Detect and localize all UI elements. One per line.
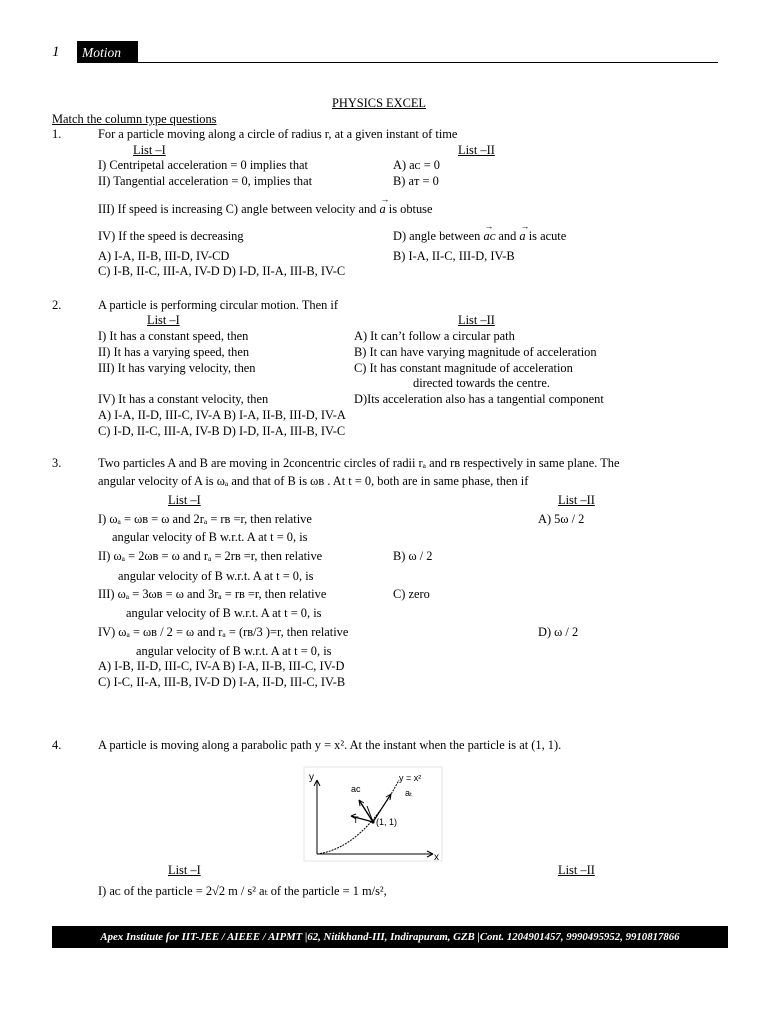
curve-label: y = x² bbox=[399, 773, 422, 783]
point-label: (1, 1) bbox=[376, 817, 398, 827]
question-number: 3. bbox=[52, 456, 62, 470]
list-2-item: A) aᴄ = 0 bbox=[393, 158, 440, 172]
answer-option: C) I-B, II-C, III-A, IV-D D) I-D, II-A, III-B, IV-C bbox=[98, 264, 346, 278]
list-1-item: IV) If the speed is decreasing bbox=[98, 229, 244, 243]
question-stem: For a particle moving along a circle of radius r, at a given instant of time bbox=[98, 127, 458, 141]
row-text: D) angle between bbox=[393, 229, 481, 243]
answer-option: C) I-C, II-A, III-B, IV-D D) I-A, II-D, III-C, IV-B bbox=[98, 675, 346, 689]
list-1-heading: List –I bbox=[133, 143, 166, 157]
list-1-item: II) ωₐ = 2ωʙ = ω and rₐ = 2rʙ =r, then relative bbox=[98, 549, 323, 563]
t-label: T bbox=[353, 815, 359, 825]
list-1-item: I) ωₐ = ωʙ = ω and 2rₐ = rʙ =r, then relative bbox=[98, 512, 312, 526]
list-1-heading: List –I bbox=[168, 863, 201, 877]
list-2-heading: List –II bbox=[458, 313, 495, 327]
x-axis-label: x bbox=[434, 852, 439, 862]
question-stem-continued: angular velocity of A is ωₐ and that of B is ωʙ . At t = 0, both are in same phase, then if bbox=[98, 474, 529, 488]
answer-option: B) I-A, II-C, III-D, IV-B bbox=[393, 249, 515, 263]
answer-option: A) I-A, II-D, III-C, IV-A B) I-A, II-B, III-D, IV-A bbox=[98, 408, 346, 422]
list-2-item: A) It can’t follow a circular path bbox=[354, 329, 515, 343]
list-2-item: B) ω / 2 bbox=[393, 549, 433, 563]
vector-a-symbol: → a bbox=[519, 229, 525, 244]
list-2-item: D) ω / 2 bbox=[538, 625, 579, 639]
list-2-item bbox=[393, 229, 566, 244]
list-1-item: III) ωₐ = 3ωʙ = ω and 3rₐ = rʙ =r, then relative bbox=[98, 587, 327, 601]
list-1-item-continued: angular velocity of B w.r.t. A at t = 0, is bbox=[126, 606, 322, 620]
question-number: 2. bbox=[52, 298, 62, 312]
list-1-item: II) It has a varying speed, then bbox=[98, 345, 250, 359]
row-text: is obtuse bbox=[388, 202, 433, 216]
answer-option: A) I-A, II-B, III-D, IV-CD bbox=[98, 249, 230, 263]
page-number: 1 bbox=[52, 44, 60, 60]
figure-frame bbox=[304, 767, 442, 861]
list-1-item: IV) It has a constant velocity, then bbox=[98, 392, 269, 406]
list-1-item-continued: angular velocity of B w.r.t. A at t = 0, is bbox=[118, 569, 314, 583]
question-stem: A particle is moving along a parabolic path y = x². At the instant when the particle is at (1, 1). bbox=[98, 738, 562, 752]
row-text: is acute bbox=[528, 229, 567, 243]
list-2-item: D)Its acceleration also has a tangential component bbox=[354, 392, 604, 406]
list-2-heading: List –II bbox=[458, 143, 495, 157]
question-number: 4. bbox=[52, 738, 62, 752]
list-1-item: II) Tangential acceleration = 0, implies that bbox=[98, 174, 313, 188]
chapter-title: Motion bbox=[82, 45, 121, 60]
list-2-item: C) It has constant magnitude of acceleration bbox=[354, 361, 573, 375]
header-rule bbox=[138, 62, 718, 63]
list-2-item: B) aᴛ = 0 bbox=[393, 174, 439, 188]
y-axis-label: y bbox=[309, 772, 314, 783]
list-1-item: IV) ωₐ = ωʙ / 2 = ω and rₐ = (rʙ/3 )=r, then relative bbox=[98, 625, 349, 639]
page-title: PHYSICS EXCEL bbox=[332, 96, 426, 110]
answer-option: C) I-D, II-C, III-A, IV-B D) I-D, II-A, III-B, IV-C bbox=[98, 424, 346, 438]
ac-label: aᴄ bbox=[351, 784, 361, 794]
list-item-row bbox=[98, 202, 432, 217]
list-1-heading: List –I bbox=[147, 313, 180, 327]
row-text: III) If speed is increasing C) angle between velocity and bbox=[98, 202, 377, 216]
list-2-heading: List –II bbox=[558, 493, 595, 507]
list-1-item: I) aᴄ of the particle = 2√2 m / s² aₜ of the particle = 1 m/s², bbox=[98, 884, 387, 898]
list-1-item: III) It has varying velocity, then bbox=[98, 361, 256, 375]
list-2-item: A) 5ω / 2 bbox=[538, 512, 585, 526]
vector-ac-symbol: → aᴄ bbox=[484, 229, 496, 244]
list-2-heading: List –II bbox=[558, 863, 595, 877]
list-2-item-continued: directed towards the centre. bbox=[413, 376, 550, 390]
list-2-item: C) zero bbox=[393, 587, 430, 601]
list-1-item: I) Centripetal acceleration = 0 implies that bbox=[98, 158, 308, 172]
list-1-heading: List –I bbox=[168, 493, 201, 507]
vector-a-symbol: → a bbox=[379, 202, 385, 217]
list-2-item: B) It can have varying magnitude of acceleration bbox=[354, 345, 597, 359]
question-stem: Two particles A and B are moving in 2concentric circles of radii rₐ and rʙ respectively in same plane. The bbox=[98, 456, 620, 470]
section-heading: Match the column type questions bbox=[52, 112, 217, 126]
question-stem: A particle is performing circular motion. Then if bbox=[98, 298, 338, 312]
list-1-item-continued: angular velocity of B w.r.t. A at t = 0, is bbox=[112, 530, 308, 544]
question-number: 1. bbox=[52, 127, 62, 141]
parabola-figure bbox=[303, 766, 443, 862]
list-1-item: I) It has a constant speed, then bbox=[98, 329, 249, 343]
at-label: aₜ bbox=[405, 788, 413, 798]
footer-banner: Apex Institute for IIT-JEE / AIEEE / AIPMT |62, Nitikhand-III, Indirapuram, GZB |Cont. 1204901457, 9990495952, 9910817866 bbox=[52, 926, 728, 948]
list-1-item-continued: angular velocity of B w.r.t. A at t = 0, is bbox=[136, 644, 332, 658]
row-text: and bbox=[498, 229, 517, 243]
answer-option: A) I-B, II-D, III-C, IV-A B) I-A, II-B, III-C, IV-D bbox=[98, 659, 345, 673]
